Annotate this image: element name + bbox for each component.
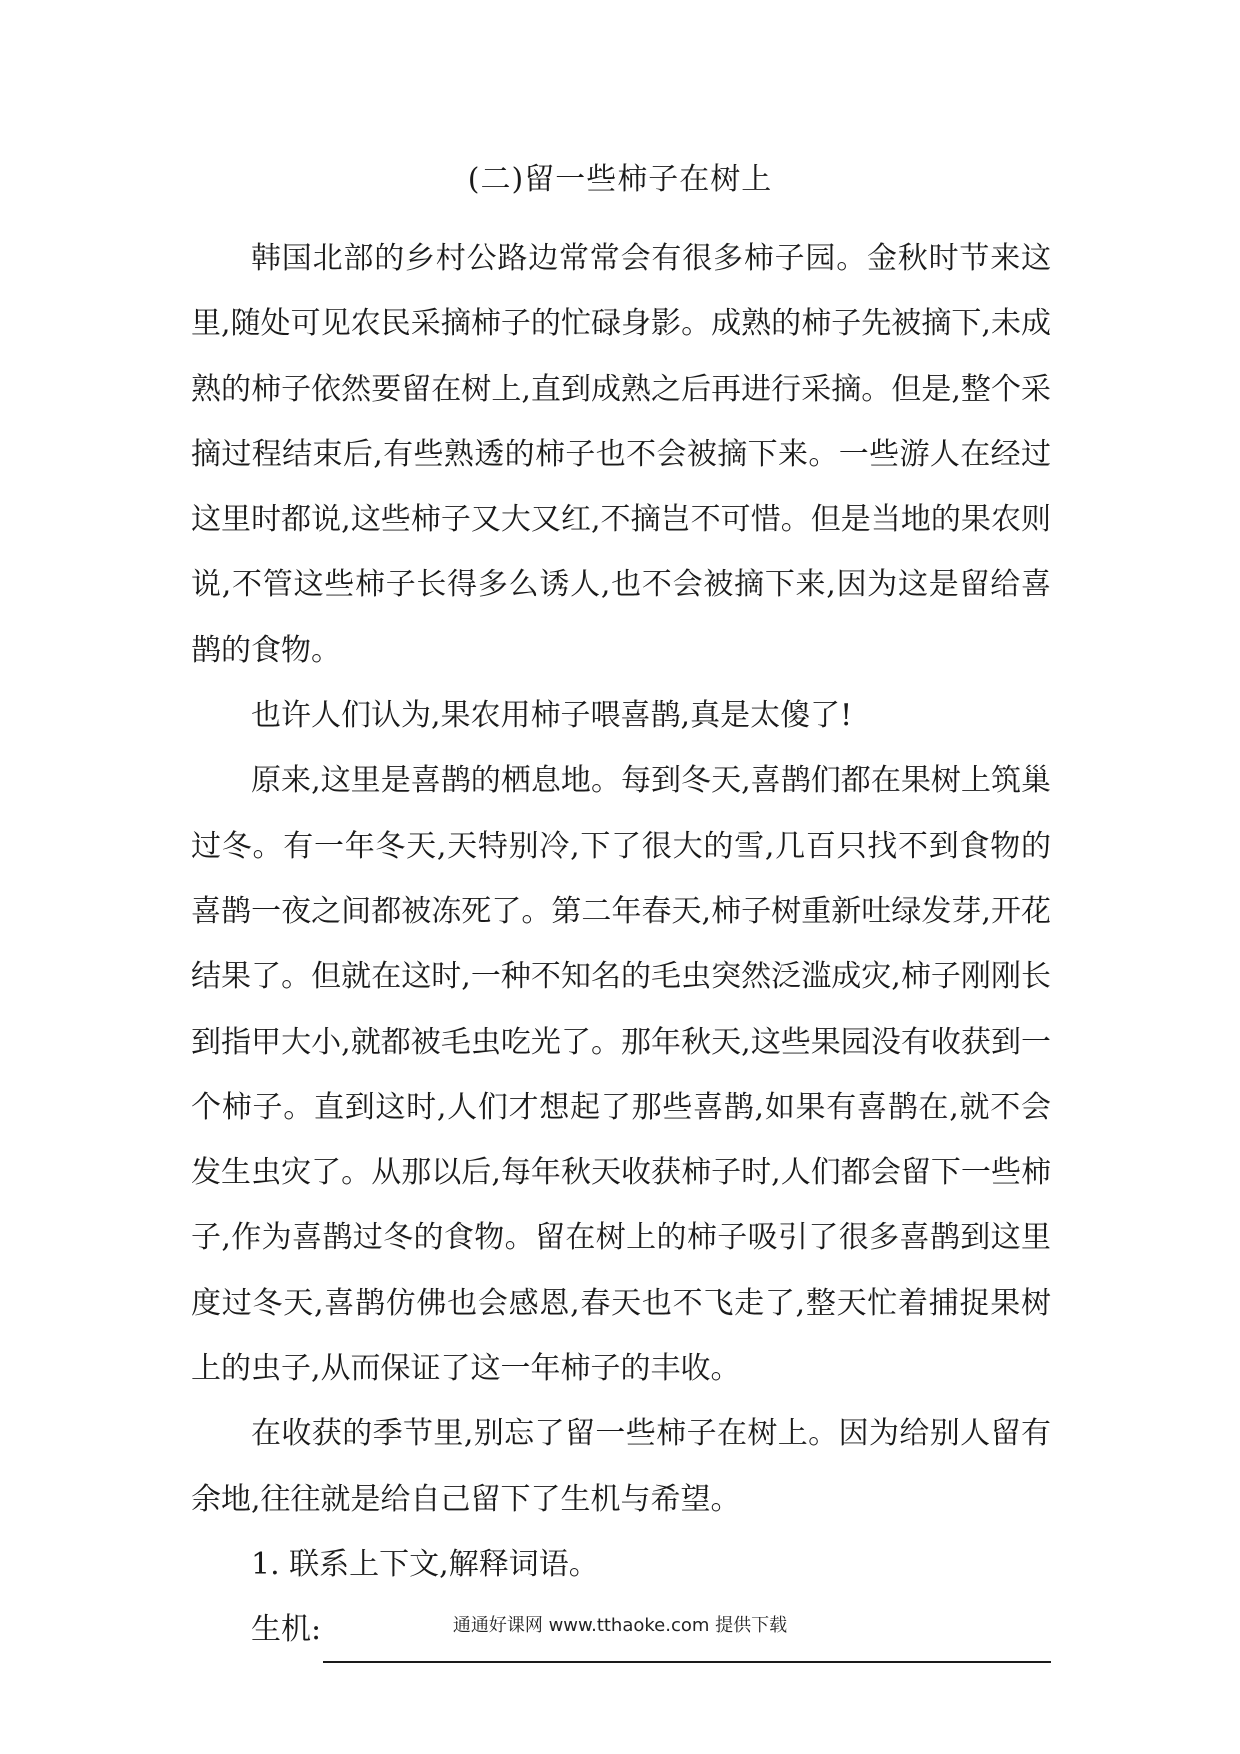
fill-label: 生机: (251, 1612, 322, 1648)
paragraph-1: 韩国北部的乡村公路边常常会有很多柿子园。金秋时节来这里,随处可见农民采摘柿子的忙碌身影。成熟的柿子先被摘下,未成熟的柿子依然要留在树上,直到成熟之后再进行采摘。但是,整个采摘过程结束后,有些熟透的柿子也不会被摘下来。一些游人在经过这里时都说,这些柿子又大又红,不摘岂不可惜。但是当地的果农则说,不管这些柿子长得多么诱人,也不会被摘下来,因为这是留给喜鹊的食物。 (191, 241, 1051, 668)
question-1: 1. 联系上下文,解释词语。 (251, 1546, 599, 1582)
article-body (191, 226, 1051, 1663)
paragraph-3: 原来,这里是喜鹊的栖息地。每到冬天,喜鹊们都在果树上筑巢过冬。有一年冬天,天特别冷,下了很大的雪,几百只找不到食物的喜鹊一夜之间都被冻死了。第二年春天,柿子树重新吐绿发芽,开花结果了。但就在这时,一种不知名的毛虫突然泛滥成灾,柿子刚刚长到指甲大小,就都被毛虫吃光了。那年秋天,这些果园没有收获到一个柿子。直到这时,人们才想起了那些喜鹊,如果有喜鹊在,就不会发生虫灾了。从那以后,每年秋天收获柿子时,人们都会留下一些柿子,作为喜鹊过冬的食物。留在树上的柿子吸引了很多喜鹊到这里度过冬天,喜鹊仿佛也会感恩,春天也不飞走了,整天忙着捕捉果树上的虫子,从而保证了这一年柿子的丰收。 (191, 763, 1051, 1387)
page-footer: 通通好课网 www.tthaoke.com 提供下载 (452, 1615, 788, 1636)
paragraph-4: 在收获的季节里,别忘了留一些柿子在树上。因为给别人留有余地,往往就是给自己留下了生机与希望。 (191, 1416, 1051, 1517)
article-title: (二)留一些柿子在树上 (467, 162, 773, 197)
paragraph-2: 也许人们认为,果农用柿子喂喜鹊,真是太傻了! (251, 698, 853, 734)
